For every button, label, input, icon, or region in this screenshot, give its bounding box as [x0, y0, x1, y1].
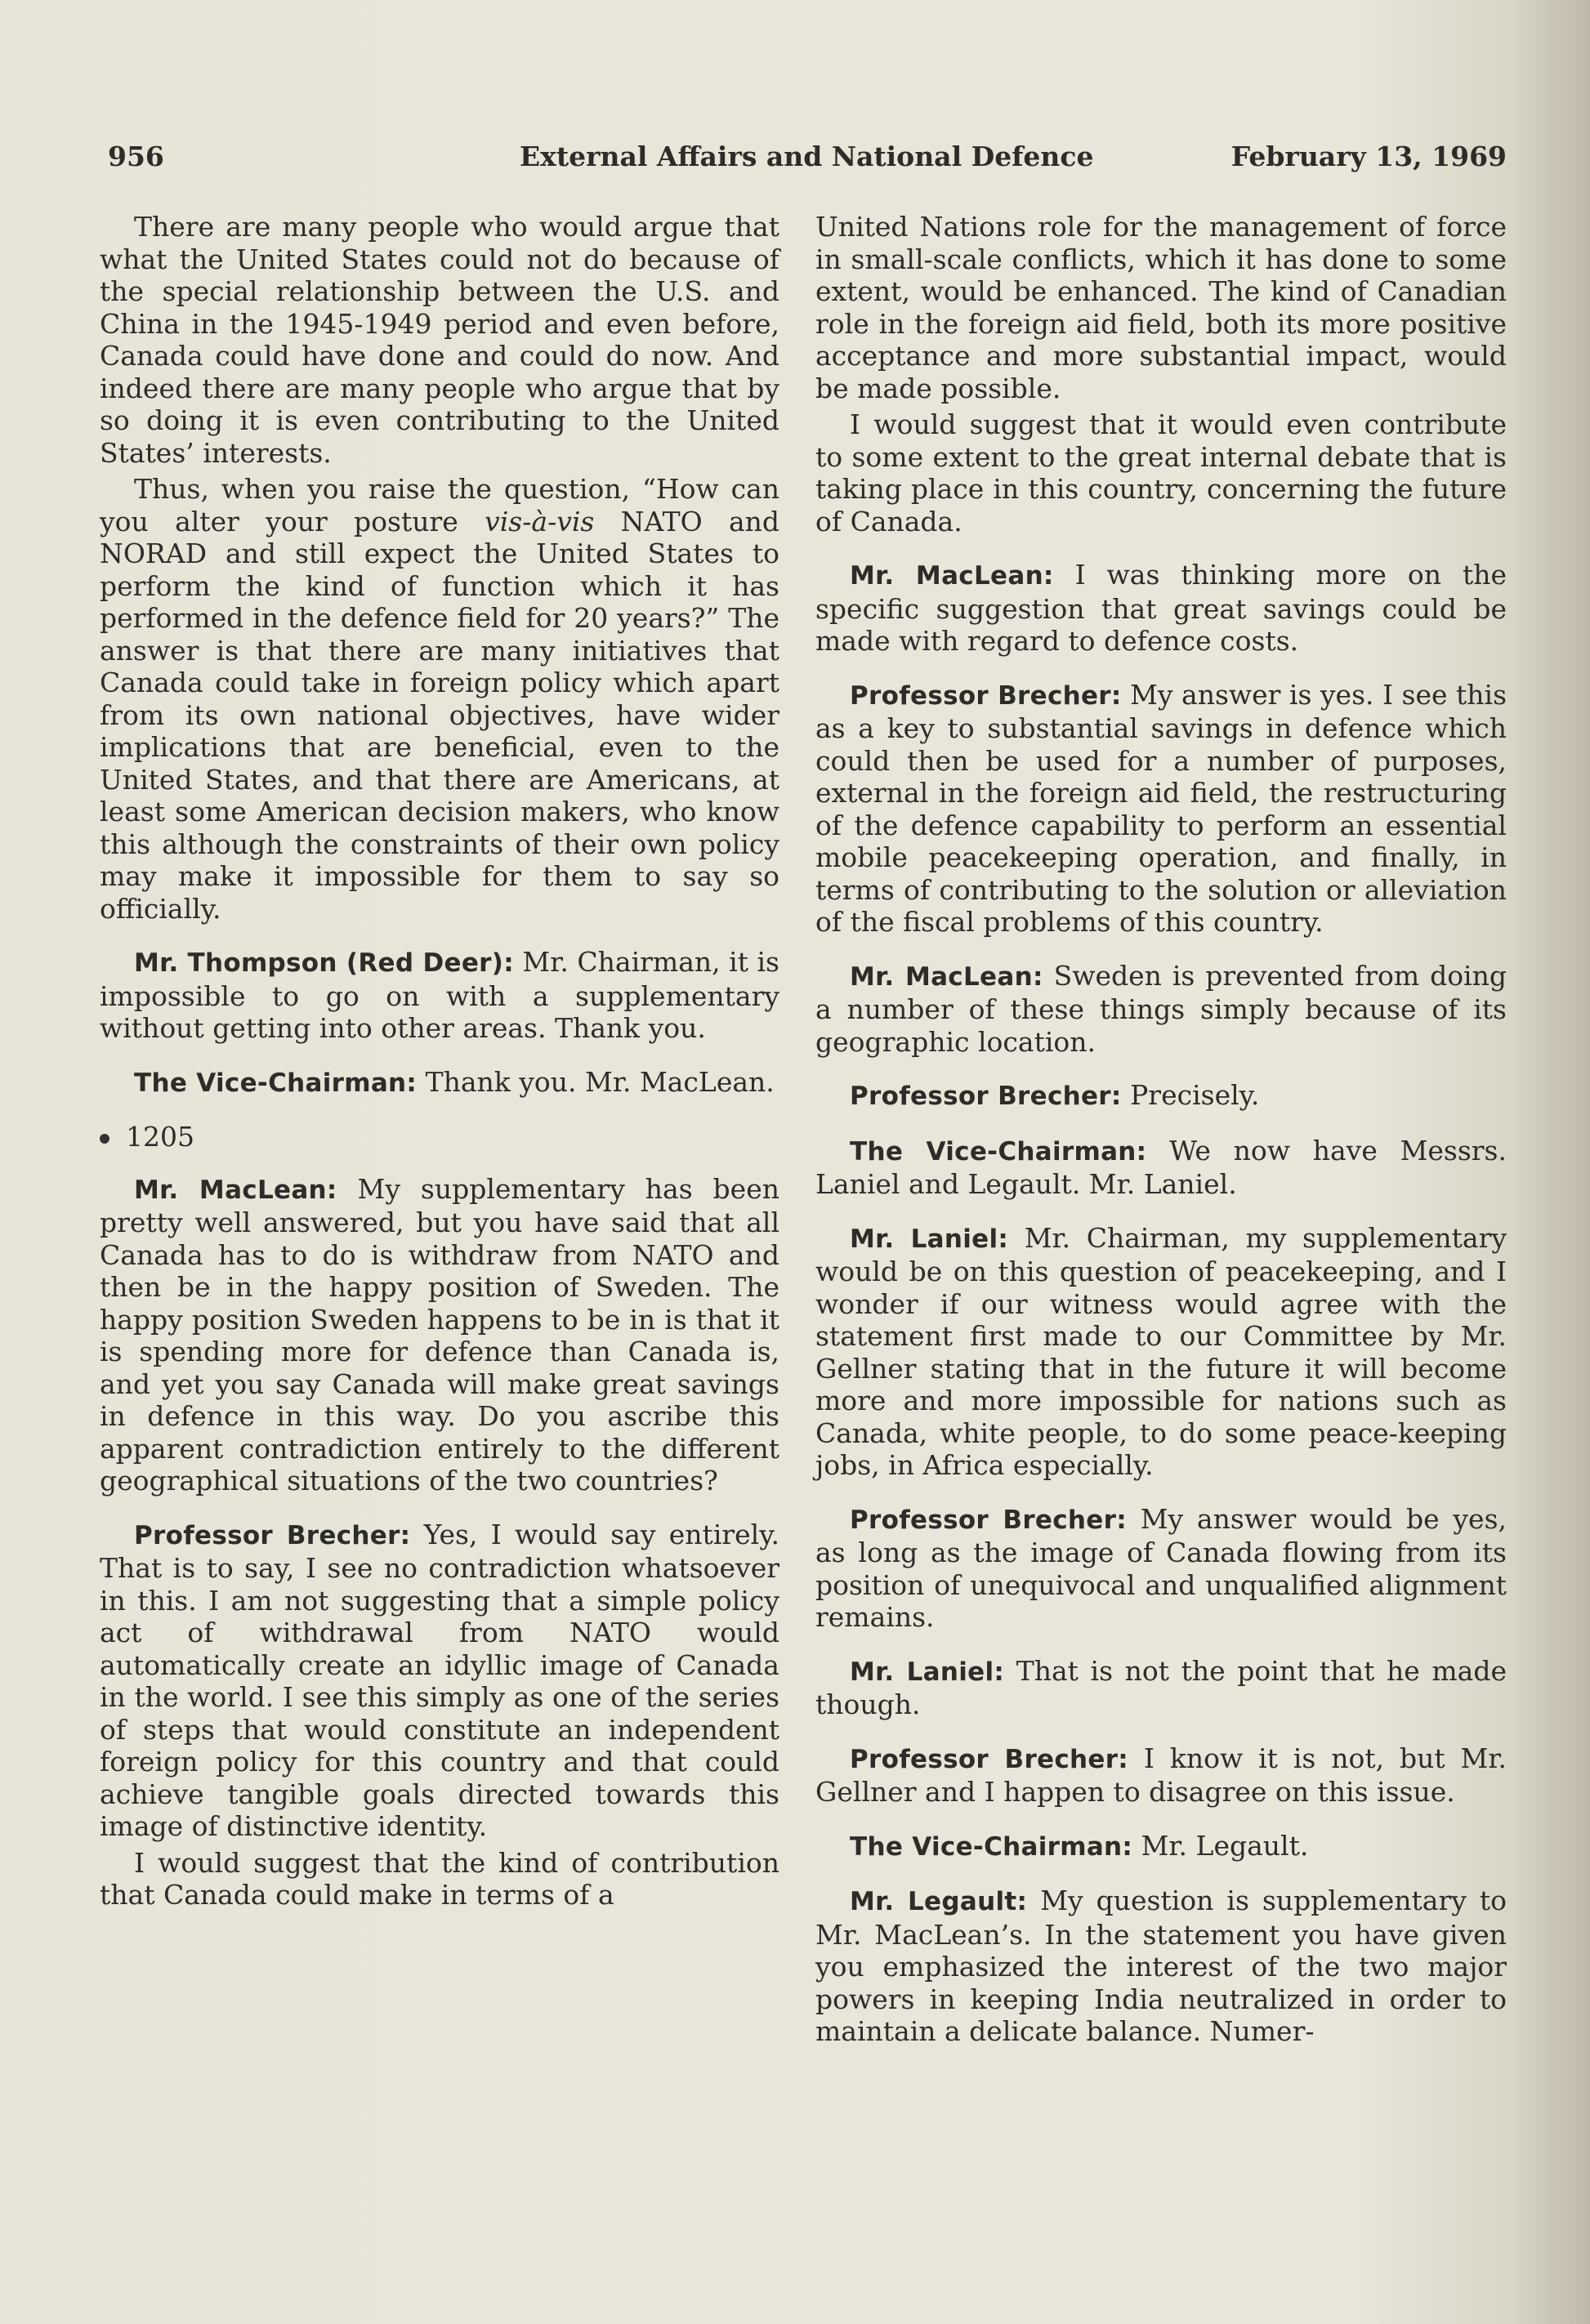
time-marker: 1205 [100, 1121, 779, 1153]
paragraph: Thus, when you raise the question, “How can you alter your posture vis-à-vis NATO and NORAD and still expect the United States to perform the kind of function which it has performed in the defence field for 20 years?” The answer is that there are many initiatives that Canada could take in foreign policy which apart from its own national objectives, have wider implications that are beneficial, even to the United States, and that there are Americans, at least some American decision makers, who know this although the constraints of their own policy may make it impossible for them to say so officially. [100, 473, 780, 925]
paragraph: United Nations role for the management of force in small-scale conflicts, which it has done to some extent, would be enhanced. The kind of Canadian role in the foreign aid field, both its more positive acceptance and more substantial impact, would be made possible. [815, 211, 1507, 404]
paragraph: Mr. Laniel: Mr. Chairman, my supplementary would be on this question of peacekeeping, and I wonder if our witness would agree with the statement first made to our Committee by Mr. Gellner stating that in the future it will become more and more impossible for nations such as Canada, white people, to do some peace-keeping jobs, in Africa especially. [815, 1221, 1507, 1481]
right-column [815, 211, 1507, 2069]
running-title: External Affairs and National Defence [520, 141, 1094, 172]
page-number: 956 [108, 141, 164, 172]
speaker-name: Professor Brecher: [850, 1744, 1129, 1774]
paragraph: Mr. MacLean: I was thinking more on the specific suggestion that great savings could be made with regard to defence costs. [815, 559, 1507, 657]
speaker-name: Professor Brecher: [850, 680, 1122, 711]
paragraph: The Vice-Chairman: Thank you. Mr. MacLean. [134, 1065, 775, 1098]
bullet-icon [100, 1134, 109, 1144]
speaker-name: Mr. Thompson (Red Deer): [134, 948, 514, 978]
speaker-name: Mr. Laniel: [850, 1657, 1005, 1687]
paragraph: I would suggest that it would even contribute to some extent to the great internal debate that is taking place in this country, concerning the future of Canada. [815, 408, 1507, 538]
paragraph: Mr. Laniel: That is not the point that he made though. [815, 1654, 1507, 1720]
paragraph: Professor Brecher: I know it is not, but Mr. Gellner and I happen to disagree on this issue. [815, 1742, 1507, 1808]
paragraph: I would suggest that the kind of contribution that Canada could make in terms of a [100, 1846, 779, 1911]
speaker-name: Professor Brecher: [134, 1520, 411, 1550]
speaker-name: Mr. Legault: [850, 1887, 1028, 1916]
speaker-name: Mr. MacLean: [850, 961, 1043, 992]
speaker-name: Mr. MacLean: [134, 1175, 337, 1205]
paragraph: Mr. Legault: My question is supplementary to Mr. MacLean’s. In the statement you have given you emphasized the interest of the two major powers in keeping India neutralized in order to maintain a delicate balance. Numer- [815, 1885, 1507, 2047]
paragraph: Professor Brecher: Yes, I would say entirely. That is to say, I see no contradiction whatsoever in this. I am not suggesting that a simple policy act of withdrawal from NATO would automatically create an idyllic image of Canada in the world. I see this simply as one of the series of steps that would constitute an independent foreign policy for this country and that could achieve tangible goals directed towards this image of distinctive identity. [100, 1518, 779, 1842]
paragraph: The Vice-Chairman: We now have Messrs. Laniel and Legault. Mr. Laniel. [815, 1134, 1507, 1200]
speaker-name: Professor Brecher: [850, 1082, 1122, 1111]
page-header [108, 141, 1507, 178]
italic-term: vis-à-vis [485, 505, 595, 538]
paragraph: Professor Brecher: Precisely. [850, 1079, 1260, 1111]
speaker-name: Mr. MacLean: [850, 561, 1054, 591]
paragraph: Mr. Thompson (Red Deer): Mr. Chairman, it is impossible to go on with a supplementary without getting into other areas. Thank you. [100, 946, 779, 1044]
header-date: February 13, 1969 [1230, 141, 1507, 172]
paragraph: Professor Brecher: My answer is yes. I see this as a key to substantial savings in defence which could then be used for a number of purposes, external in the foreign aid field, the restructuring of the defence capability to perform an essential mobile peacekeeping operation, and finally, in terms of contributing to the solution or alleviation of the fiscal problems of this country. [815, 678, 1507, 938]
speaker-name: The Vice-Chairman: [850, 1831, 1133, 1862]
paragraph: Mr. MacLean: Sweden is prevented from doing a number of these things simply because of its geographic location. [815, 959, 1507, 1058]
paragraph: Professor Brecher: My answer would be yes, as long as the image of Canada flowing from its position of unequivocal and unqualified alignment remains. [815, 1502, 1507, 1633]
speaker-name: Mr. Laniel: [850, 1224, 1009, 1254]
speaker-name: The Vice-Chairman: [850, 1136, 1147, 1166]
paragraph: Mr. MacLean: My supplementary has been pretty well answered, but you have said that all Canada has to do is withdraw from NATO and then be in the happy position of Sweden. The happy position Sweden happens to be in is that it is spending more for defence than Canada is, and yet you say Canada will make great savings in defence in this way. Do you ascribe this apparent contradiction entirely to the different geographical situations of the two countries? [100, 1172, 779, 1497]
paragraph: There are many people who would argue that what the United States could not do because of the special relationship between the U.S. and China in the 1945-1949 period and even before, Canada could have done and could do now. And indeed there are many people who argue that by so doing it is even contributing to the United States’ interests. [100, 211, 779, 469]
speaker-name: Professor Brecher: [850, 1505, 1127, 1535]
left-column [100, 211, 779, 1933]
speaker-name: The Vice-Chairman: [134, 1068, 418, 1098]
paragraph: The Vice-Chairman: Mr. Legault. [850, 1829, 1309, 1862]
